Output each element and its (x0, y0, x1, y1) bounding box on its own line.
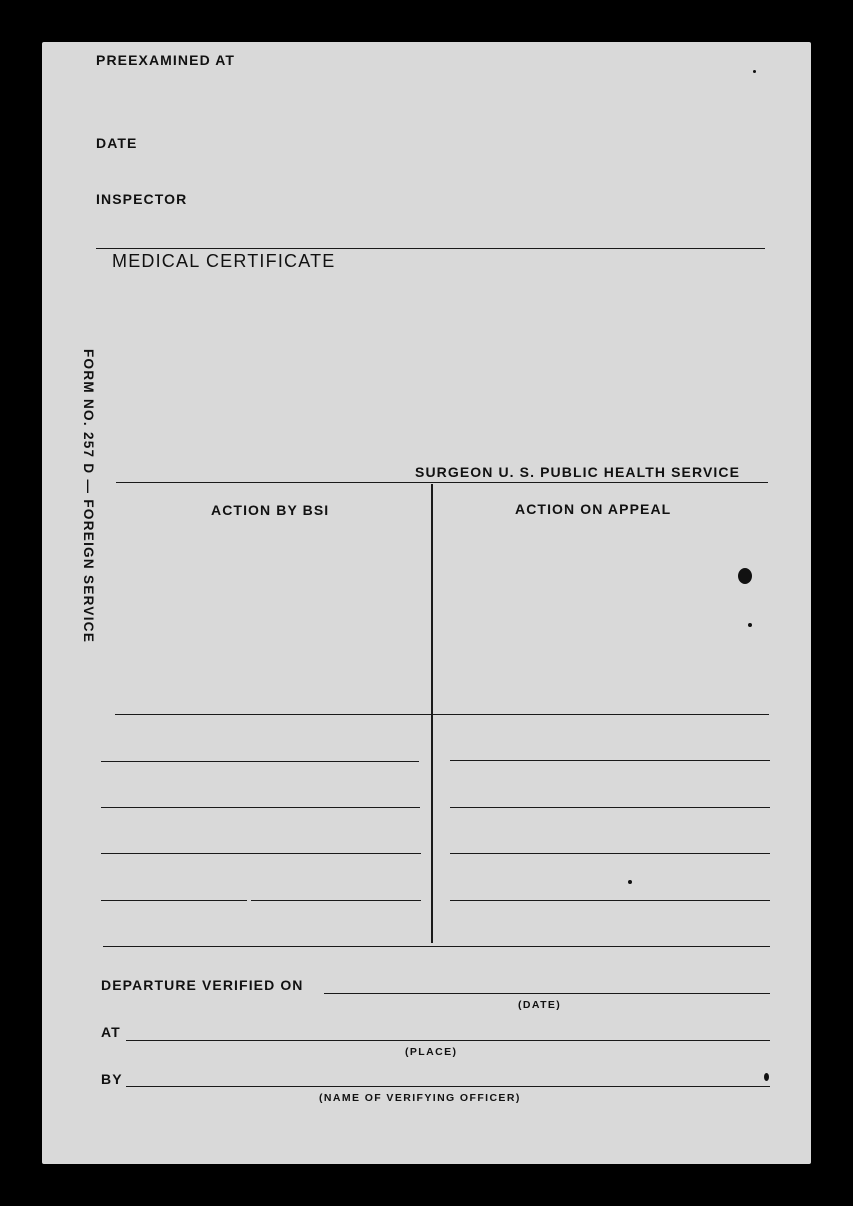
form-number-label: FORM NO. 257 D — FOREIGN SERVICE (81, 349, 96, 644)
surgeon-label: SURGEON U. S. PUBLIC HEALTH SERVICE (415, 464, 741, 480)
appeal-line (450, 760, 770, 761)
departure-date-line (324, 993, 770, 994)
bsi-line (101, 807, 420, 808)
place-caption: (PLACE) (405, 1046, 458, 1058)
officer-line (126, 1086, 770, 1087)
appeal-line (450, 853, 770, 854)
bsi-line (101, 900, 247, 901)
section-divider (103, 946, 770, 947)
ink-speck (738, 568, 752, 584)
inspector-label: INSPECTOR (96, 191, 188, 207)
ink-speck (753, 70, 756, 73)
at-label: AT (101, 1024, 121, 1040)
bsi-line (101, 761, 419, 762)
ink-speck (748, 623, 752, 627)
date-label: DATE (96, 135, 138, 151)
action-bsi-header: ACTION BY BSI (211, 502, 330, 518)
ink-speck (628, 880, 632, 884)
date-caption: (DATE) (518, 999, 562, 1011)
ink-speck (764, 1073, 769, 1081)
bsi-line (101, 853, 421, 854)
form-card (42, 42, 811, 1164)
bsi-line (251, 900, 421, 901)
surgeon-line (116, 482, 768, 483)
officer-caption: (NAME OF VERIFYING OFFICER) (319, 1092, 521, 1104)
action-line-main (115, 714, 769, 715)
appeal-line (450, 807, 770, 808)
preexamined-at-label: PREEXAMINED AT (96, 52, 236, 68)
action-appeal-header: ACTION ON APPEAL (515, 501, 672, 517)
departure-verified-label: DEPARTURE VERIFIED ON (101, 977, 304, 993)
by-label: BY (101, 1071, 123, 1087)
place-line (126, 1040, 770, 1041)
appeal-line (450, 900, 770, 901)
form-title: MEDICAL CERTIFICATE (112, 251, 336, 271)
header-divider (96, 248, 765, 249)
